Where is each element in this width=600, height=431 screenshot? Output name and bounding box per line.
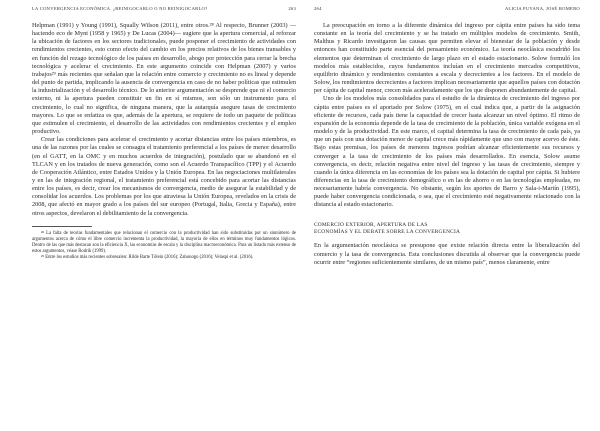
page-number: 263 xyxy=(288,6,296,11)
page-number: 264 xyxy=(314,6,322,11)
page-body xyxy=(314,22,580,267)
running-title: LA CONVERGENCIA ECONÓMICA. ¿REINIGOCARLO O NO REINIGOCARLO? xyxy=(32,6,208,11)
section-heading xyxy=(314,222,580,237)
body-paragraph: Crear las condiciones para acelerar el crecimiento y acortar distancias entre los países miembros, es una de las razones por las cuales se consagra el tratamiento preferencial a los países de menor desarrollo (en el GATT, en la OMC y en muchos acuerdos de integración), postulado que se abandonó en el TLCAN y en los tratados de nueva generación, como son el Acuerdo Transpacífico (TPP) y el Acuerdo de Cooperación Atlántico, entre Estados Unidos y la Unión Europea. En las negociaciones multilaterales y en las de integración regional, el tratamiento preferencial está concebido para acortar las distancias entre los países, es decir, crear los mecanismos de convergencia, medio de asegurar la estabilidad y de consolidar los acuerdos. Los problemas por los que atraviesa la Unión Europea, revelados en la crisis de 2008, que afectó en mayor grado a los países del sur europeo (Portugal, Italia, Grecia y España), entre otros aspectos, develaron el debilitamiento de la convergencia. xyxy=(32,136,296,217)
body-paragraph: La preocupación en torno a la diferente dinámica del ingreso por cápita entre países ha sido tema constante en la teoría del crecimiento y se ha tratado en múltiples modelos de crecimiento. Smith, Malthus y Ricardo investigaron las causas que permiten elevar el bienestar de la población y desde entonces han constituido parte esencial del pensamiento económico. La teoría neoclásica escudriñó los elementos que determinan el crecimiento de largo plazo en el estado estacionario. Solow formuló los modelos más establecidos, cuyos fundamentos incluían en el crecimiento mercados competitivos, equilibrio dinámico y rendimientos constantes a escala y decrecientes a los factores. En el modelo de Solow, los rendimientos decrecientes a factores implican necesariamente que aquellos países con dotación per cápita de capital menor, crecen más aceleradamente que los que disponen abundantemente de capital. xyxy=(314,22,580,95)
body-paragraph: Helpman (1991) y Young (1991), Squally Wilson (2011), entre otros.²⁸ Al respecto, Brunner (2003) —haciendo eco de Mynt (1958 y 1965) y De Lucas (2004)— sugiere que la apertura comercial, al reforzar la ubicación de factores en los sectores tradicionales, puede posponer el crecimiento de actividades con rendimientos crecientes, esto como efecto del cambio en los precios relativos de los bienes transables y en función del rezago tecnológico de los países en desarrollo, abogo por protección para cerrar la brecha tecnológica y acelerar el crecimiento. En este argumento coincide con Helpman (2007) y varios trabajos²⁹ más recientes que señalan que la relación entre comercio y crecimiento no es lineal y depende del punto de partida, implicando la ausencia de convergencia en caso de no haber políticas que estimulen la industrialización y el desarrollo técnico. De lo anterior argumentación se desprende que ni el comercio externo, ni la apertura pueden constituir un fin en sí mismos, son sólo un instrumento para el crecimiento, lo cual no significa, de ninguna manera, que la autarquía asegure tasas de crecimiento mayores. Lo que se enfatiza es que, además de la apertura, se requiere de todo un paquete de políticas que estimulen el crecimiento, el desarrollo de las actividades con rendimientos crecientes y el empleo productivo. xyxy=(32,22,296,136)
running-head xyxy=(314,6,580,16)
footnote-rule xyxy=(32,226,92,227)
left-page xyxy=(32,0,296,431)
footnote: ²⁹ Entre los estudios más recientes sobresalen: Rilde Barte Tólein (2016); Zahonogo (2016); Velaspi et al. (2016). xyxy=(41,255,254,261)
running-title: ALICIA PUYANA, JOSÉ ROMERO xyxy=(504,6,580,11)
section-heading-line: COMERCIO EXTERIOR, APERTURA DE LAS xyxy=(314,221,428,228)
section-heading-line: ECONOMÍAS Y EL DEBATE SOBRE LA CONVERGENCIA xyxy=(314,229,461,235)
running-head xyxy=(32,6,296,16)
page-body xyxy=(32,22,296,261)
body-paragraph: En la argumentación neoclásica se presupone que existe relación directa entre la liberalización del comercio y la tasa de convergencia. Esta conclusiones discutida al observar que la convergencia puede ocurrir entre “regiones suficientemente similares, de un mismo país”, menos claramente, entre xyxy=(314,242,580,266)
body-paragraph: Uno de los modelos más consolidados para el estudio de la dinámica de crecimiento del ingreso por cápita entre países es el aportado por Solow (1975), en el cual indica que, a partir de la asignación eficiente de recursos, cada país tiene la capacidad de crecer hasta alcanzar un nivel óptimo. El ritmo de expansión de la economía depende de la tasa de crecimiento de la población, única variable exógena en el modelo y de la productividad. En este marco, el capital determina la tasa de crecimiento de cada país, ya que un país con una dotación menor de capital crece más rápidamente que uno con mayor acervo de éste. Bajo estas premisas, los países de menores ingresos podrían alcanzar eficientemente sus recursos y converger a la tasa de crecimiento de los países más desarrollados. En esencia, Solow asume convergencia, es decir, relación negativa entre nivel del ingreso y las tasas de crecimiento, siempre y cuando la única diferencia en las economías de los países sea la dotación de capital por cápita. Si hubiere diferencias en la tasa de crecimiento demográfico o en las de ahorro o en las tecnologías empleadas, no necesariamente habría convergencia. No obstante, según los aportes de Barro y Sala-i-Martín (1995), puede haber convergencia condicionada, o sea, que el crecimiento esté negativamente relacionado con la distancia al estado estacionario. xyxy=(314,95,580,209)
right-page xyxy=(314,0,580,431)
footnote: ²⁸ La falta de teorías fundamentales que relacionan el comercio con la productividad han sido substituidas por un sinnúmero de argumentos acerca de cómo el libre comercio incrementa la productividad, la mayoría de ellos en términos muy fundamentos lógicos. Dentro de las que más destacan son la eficiencia X, las economías de escala y la disciplina macroeconómica. Para un listado más extenso de estos argumentos, véase Rodrik (1999). xyxy=(32,230,296,255)
